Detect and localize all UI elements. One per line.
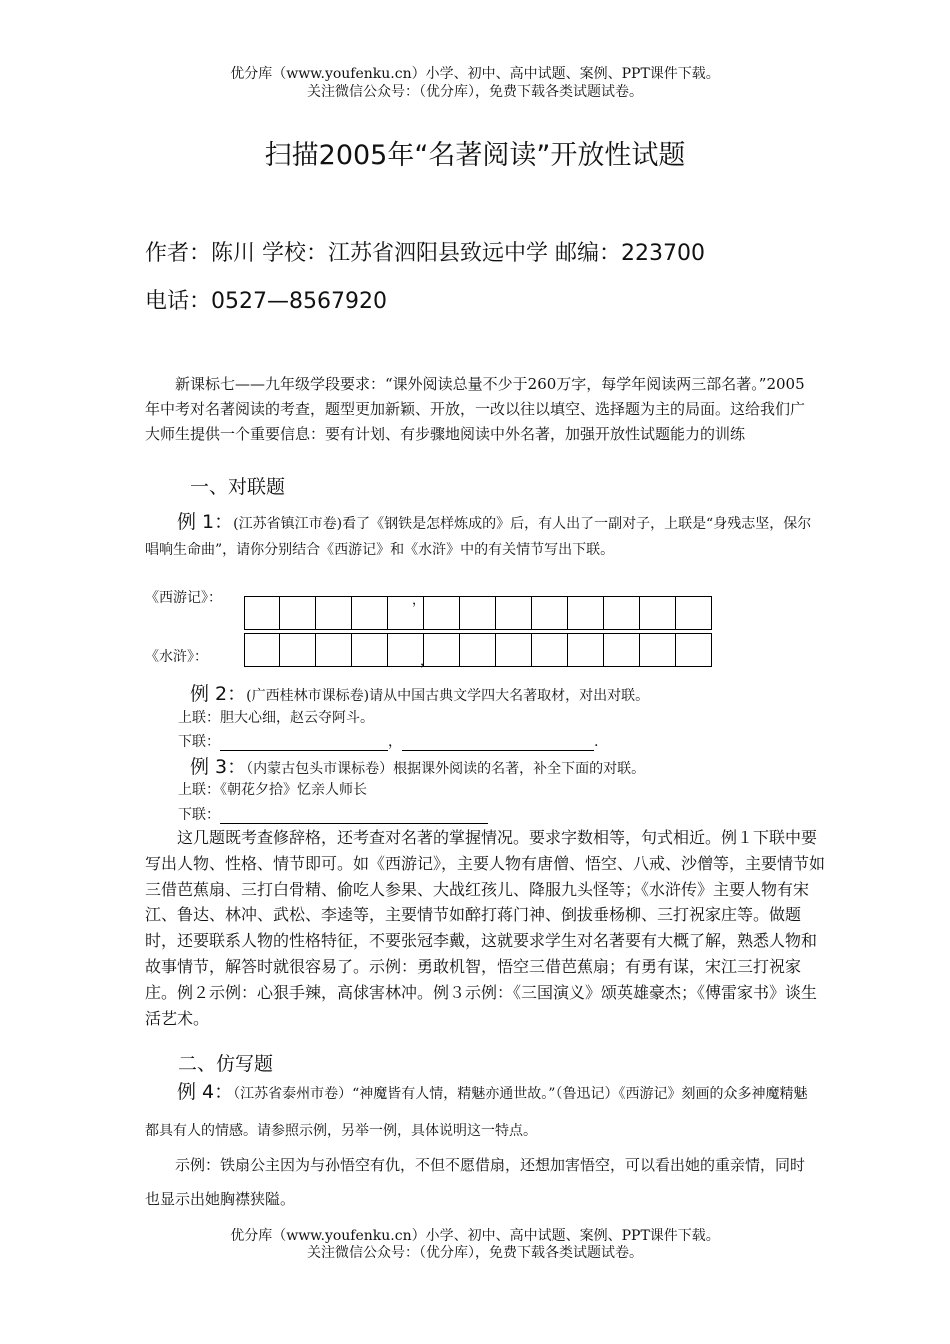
example-3-blank[interactable] <box>220 809 488 824</box>
example-2-label: 例 2： <box>190 683 247 705</box>
example-2-lower-label: 下联： <box>178 734 220 750</box>
grid-comma-2: ， <box>420 654 434 669</box>
example-2-blank-2[interactable] <box>402 736 594 751</box>
example-3 <box>190 752 645 779</box>
page-footer-line2: 关注微信公众号：（优分库），免费下载各类试题试卷。 <box>307 1245 643 1261</box>
grid-label-xiyouji: 《西游记》： <box>145 590 222 606</box>
example-2-text: (广西桂林市课标卷)请从中国古典文学四大名著取材，对出对联。 <box>246 688 650 704</box>
page-header-line1: 优分库（www.youfenku.cn）小学、初中、高中试题、案例、PPT课件下载。 <box>230 66 720 82</box>
example-4-text: （江苏省泰州市卷）“神魔皆有人情，精魅亦通世故。”（鲁迅记）《西游记》刻画的众多神魔精魅都具有人的情感。请参照示例，另举一例，具体说明这一特点。 <box>145 1086 808 1139</box>
section-heading-couplets: 一、对联题 <box>190 476 286 498</box>
page-title: 扫描2005年“名著阅读”开放性试题 <box>264 140 686 171</box>
example-2-end: . <box>594 734 599 750</box>
page-footer-line1: 优分库（www.youfenku.cn）小学、初中、高中试题、案例、PPT课件下载。 <box>230 1228 720 1244</box>
example-1-label: 例 1： <box>177 511 234 533</box>
example-2-blank-1[interactable] <box>220 736 388 751</box>
example-3-label: 例 3： <box>190 756 247 778</box>
page-header-line2: 关注微信公众号：（优分库），免费下载各类试题试卷。 <box>307 84 643 100</box>
example-3-lower-label: 下联： <box>178 807 220 823</box>
example-4 <box>145 1074 815 1149</box>
grid-comma-1: ， <box>412 593 426 608</box>
example-2-upper: 上联：胆大心细，赵云夺阿斗。 <box>178 710 374 726</box>
grid-label-shuihu: 《水浒》： <box>145 649 208 665</box>
phone-line: 电话：0527—8567920 <box>145 289 387 314</box>
example-3-upper: 上联：《朝花夕拾》忆亲人师长 <box>178 782 367 798</box>
answer-grid-xiyouji[interactable] <box>244 596 712 630</box>
example-2 <box>190 679 649 706</box>
example-3-text: （内蒙古包头市课标卷）根据课外阅读的名著，补全下面的对联。 <box>246 761 646 777</box>
analysis-paragraph: 这几题既考查修辞格，还考查对名著的掌握情况。要求字数相等，句式相近。例１下联中要写出人物、性格、情节即可。如《西游记》，主要人物有唐僧、悟空、八戒、沙僧等，主要情节如三借芭蕉扇、三打白骨精、偷吃人参果、大战红孩儿、降服九头怪等；《水浒传》主要人物有宋江、鲁达、林冲、武松、李逵等，主要情节如醉打蒋门神、倒拔垂杨柳、三打祝家庄等。做题时，还要联系人物的性格特征，不要张冠李戴，这就要求学生对名著要有大概了解，熟悉人物和故事情节，解答时就很容易了。示例：勇敢机智，悟空三借芭蕉扇；有勇有谋，宋江三打祝家庄。例２示例：心狠手辣，高俅害林冲。例３示例：《三国演义》颂英雄豪杰；《傅雷家书》谈生活艺术。 <box>145 828 826 1028</box>
author-line: 作者：陈川 学校：江苏省泗阳县致远中学 邮编：223700 <box>145 241 705 266</box>
example-1-text: (江苏省镇江市卷)看了《钢铁是怎样炼成的》后，有人出了一副对子，上联是“身残志坚，保尔唱响生命曲”，请你分别结合《西游记》和《水浒》中的有关情节写出下联。 <box>145 516 812 558</box>
example-2-sep: ， <box>388 734 402 750</box>
example-4-label: 例 4： <box>177 1081 234 1103</box>
example-3-lower <box>178 804 488 824</box>
example-2-lower <box>178 731 598 751</box>
section-heading-imitation: 二、仿写题 <box>178 1053 274 1075</box>
example-1 <box>145 510 815 563</box>
intro-paragraph: 新课标七——九年级学段要求：“课外阅读总量不少于260万字，每学年阅读两三部名著。”2005年中考对名著阅读的考查，题型更加新颖、开放，一改以往以填空、选择题为主的局面。这给我们广大师生提供一个重要信息：要有计划、有步骤地阅读中外名著，加强开放性试题能力的训练 <box>145 375 806 443</box>
answer-grid-shuihu[interactable] <box>244 633 712 667</box>
example-4-sample: 示例：铁扇公主因为与孙悟空有仇，不但不愿借扇，还想加害悟空，可以看出她的重亲情，同时也显示出她胸襟狭隘。 <box>145 1156 806 1208</box>
